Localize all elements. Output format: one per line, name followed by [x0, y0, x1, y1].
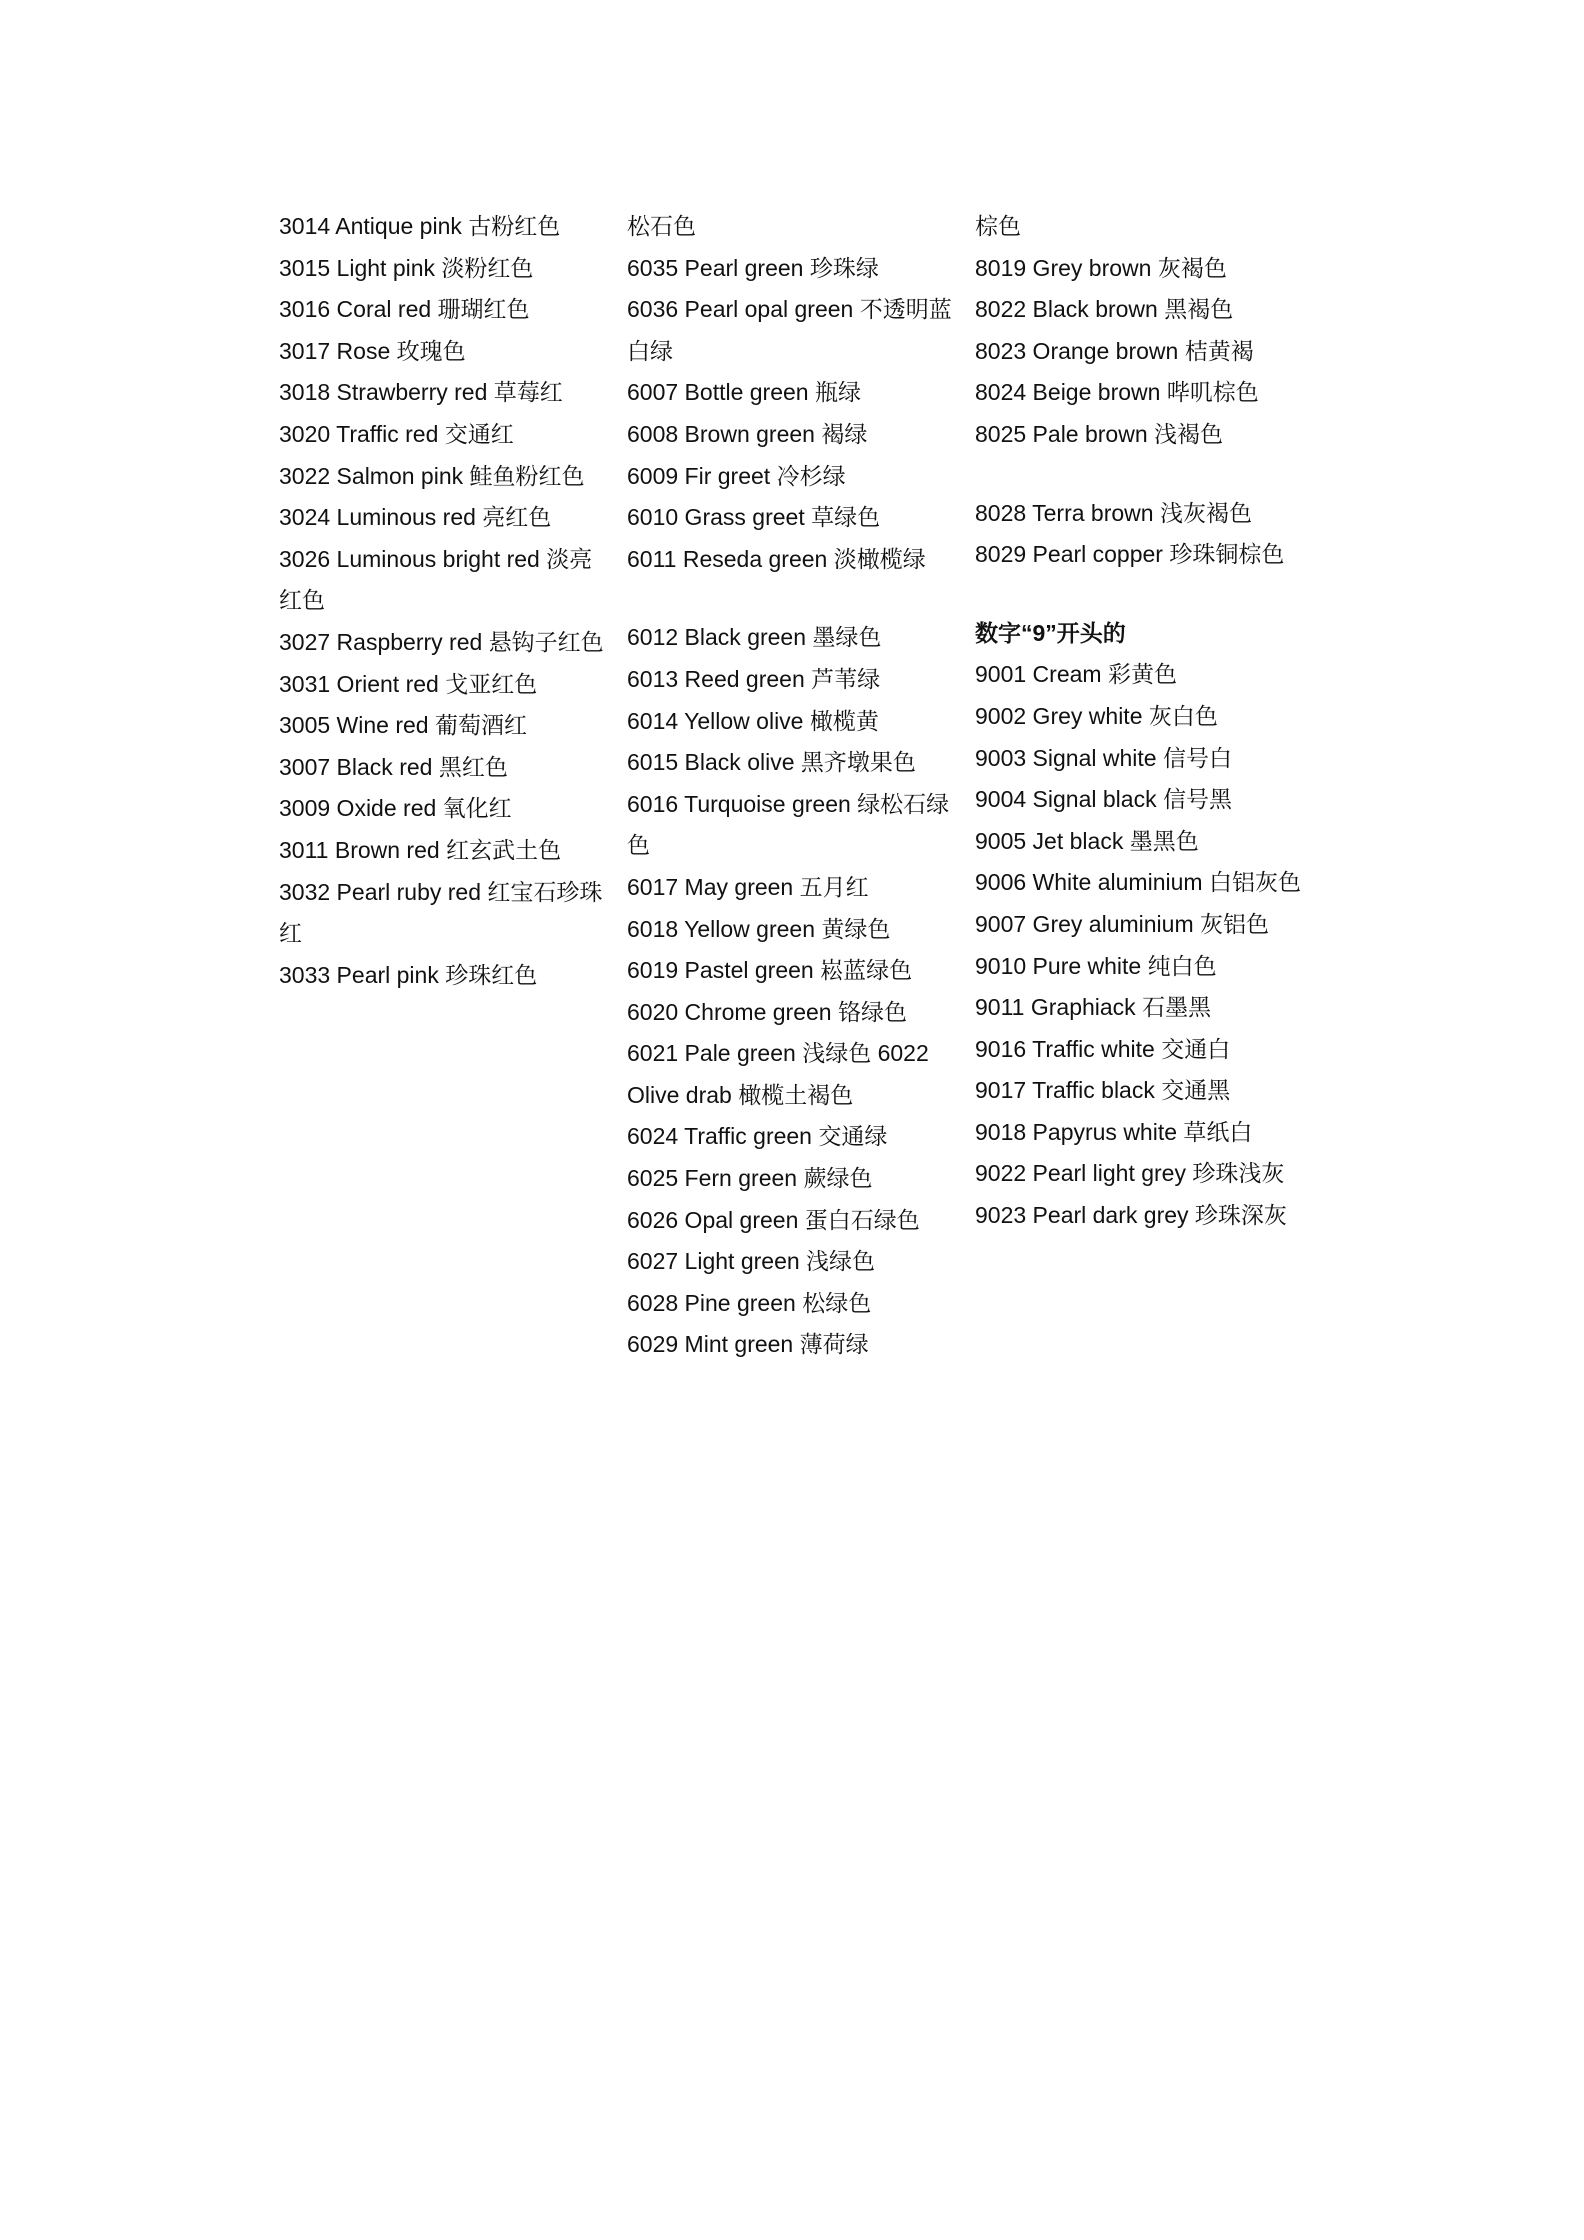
- list-item: 3022 Salmon pink 鲑鱼粉红色: [279, 462, 585, 489]
- list-item: 9003 Signal white 信号白: [975, 744, 1232, 771]
- list-item: 8029 Pearl copper 珍珠铜棕色: [975, 541, 1285, 568]
- list-item: 6027 Light green 浅绿色: [627, 1248, 876, 1275]
- list-item: 6018 Yellow green 黄绿色: [627, 915, 891, 942]
- list-item: 3026 Luminous bright red 淡亮红色: [279, 545, 593, 614]
- list-item: 9017 Traffic black 交通黑: [975, 1077, 1231, 1104]
- list-item: 9004 Signal black 信号黑: [975, 786, 1232, 813]
- list-item: 3033 Pearl pink 珍珠红色: [279, 961, 538, 988]
- list-item: 6013 Reed green 芦苇绿: [627, 665, 881, 692]
- list-item: 3020 Traffic red 交通红: [279, 420, 514, 447]
- list-item: 6014 Yellow olive 橄榄黄: [627, 707, 879, 734]
- list-item: 8025 Pale brown 浅褐色: [975, 420, 1224, 447]
- list-item: 6035 Pearl green 珍珠绿: [627, 254, 879, 281]
- list-item: 8019 Grey brown 灰褐色: [975, 254, 1227, 281]
- list-item: 9016 Traffic white 交通白: [975, 1035, 1231, 1062]
- list-item: 3014 Antique pink 古粉红色: [279, 213, 561, 239]
- list-item: 3031 Orient red 戈亚红色: [279, 670, 538, 697]
- list-item: 3027 Raspberry red 悬钩子红色: [279, 628, 604, 655]
- section-heading: 数字“9”开头的: [975, 619, 1126, 646]
- list-item: 6007 Bottle green 瓶绿: [627, 379, 861, 406]
- list-item: 9010 Pure white 纯白色: [975, 952, 1217, 979]
- list-item: 9002 Grey white 灰白色: [975, 702, 1218, 729]
- list-item: 6009 Fir greet 冷杉绿: [627, 462, 846, 489]
- list-item: 9023 Pearl dark grey 珍珠深灰: [975, 1202, 1287, 1229]
- list-item: 6026 Opal green 蛋白石绿色: [627, 1206, 920, 1233]
- list-item: 6036 Pearl opal green 不透明蓝白绿: [627, 296, 952, 364]
- list-item: 6029 Mint green 薄荷绿: [627, 1331, 869, 1358]
- list-item: 9005 Jet black 墨黑色: [975, 827, 1199, 854]
- list-item: 8028 Terra brown 浅灰褐色: [975, 499, 1252, 526]
- paragraph-gap: [627, 580, 963, 617]
- list-item: 6019 Pastel green 崧蓝绿色: [627, 957, 913, 984]
- list-item: 6016 Turquoise green 绿松石绿色: [627, 790, 950, 859]
- list-item: 棕色: [975, 213, 1021, 239]
- paragraph-gap: [975, 456, 1315, 493]
- column-2: [627, 206, 963, 1366]
- list-item: 6025 Fern green 蕨绿色: [627, 1165, 873, 1192]
- list-item: 6020 Chrome green 铬绿色: [627, 998, 907, 1025]
- list-item: 6010 Grass greet 草绿色: [627, 504, 881, 531]
- column-1: [279, 206, 615, 996]
- list-item: 3032 Pearl ruby red 红宝石珍珠红: [279, 878, 603, 947]
- paragraph-gap: [975, 576, 1315, 613]
- list-item: 3017 Rose 玫瑰色: [279, 337, 466, 364]
- list-item: 3015 Light pink 淡粉红色: [279, 254, 534, 281]
- list-item: 6017 May green 五月红: [627, 873, 869, 900]
- list-item: 6008 Brown green 褐绿: [627, 420, 868, 447]
- list-item: 松石色: [627, 213, 696, 239]
- list-item: 6028 Pine green 松绿色: [627, 1289, 872, 1316]
- list-item: 3009 Oxide red 氧化红: [279, 795, 512, 822]
- list-item: 9022 Pearl light grey 珍珠浅灰: [975, 1160, 1285, 1187]
- column-3: [975, 206, 1315, 1237]
- list-item: 6015 Black olive 黑齐墩果色: [627, 749, 916, 776]
- list-item: 9011 Graphiack 石墨黑: [975, 994, 1212, 1021]
- list-item: 8022 Black brown 黑褐色: [975, 296, 1234, 323]
- list-item: 3016 Coral red 珊瑚红色: [279, 296, 530, 323]
- list-item: 3011 Brown red 红玄武土色: [279, 836, 562, 863]
- list-item: 3024 Luminous red 亮红色: [279, 504, 552, 531]
- list-item: 9007 Grey aluminium 灰铝色: [975, 910, 1269, 937]
- list-item: 6012 Black green 墨绿色: [627, 624, 882, 651]
- list-item: 3007 Black red 黑红色: [279, 753, 508, 780]
- list-item: 9001 Cream 彩黄色: [975, 661, 1177, 688]
- list-item: 8023 Orange brown 桔黄褐: [975, 337, 1254, 364]
- list-item: 3018 Strawberry red 草莓红: [279, 379, 563, 406]
- list-item: 9018 Papyrus white 草纸白: [975, 1118, 1253, 1145]
- list-item: 6011 Reseda green 淡橄榄绿: [627, 545, 926, 572]
- list-item: 6021 Pale green 浅绿色 6022 Olive drab 橄榄土褐色: [627, 1040, 929, 1108]
- list-item: 9006 White aluminium 白铝灰色: [975, 869, 1301, 896]
- list-item: 8024 Beige brown 哔叽棕色: [975, 379, 1259, 406]
- list-item: 3005 Wine red 葡萄酒红: [279, 712, 527, 739]
- list-item: 6024 Traffic green 交通绿: [627, 1123, 888, 1150]
